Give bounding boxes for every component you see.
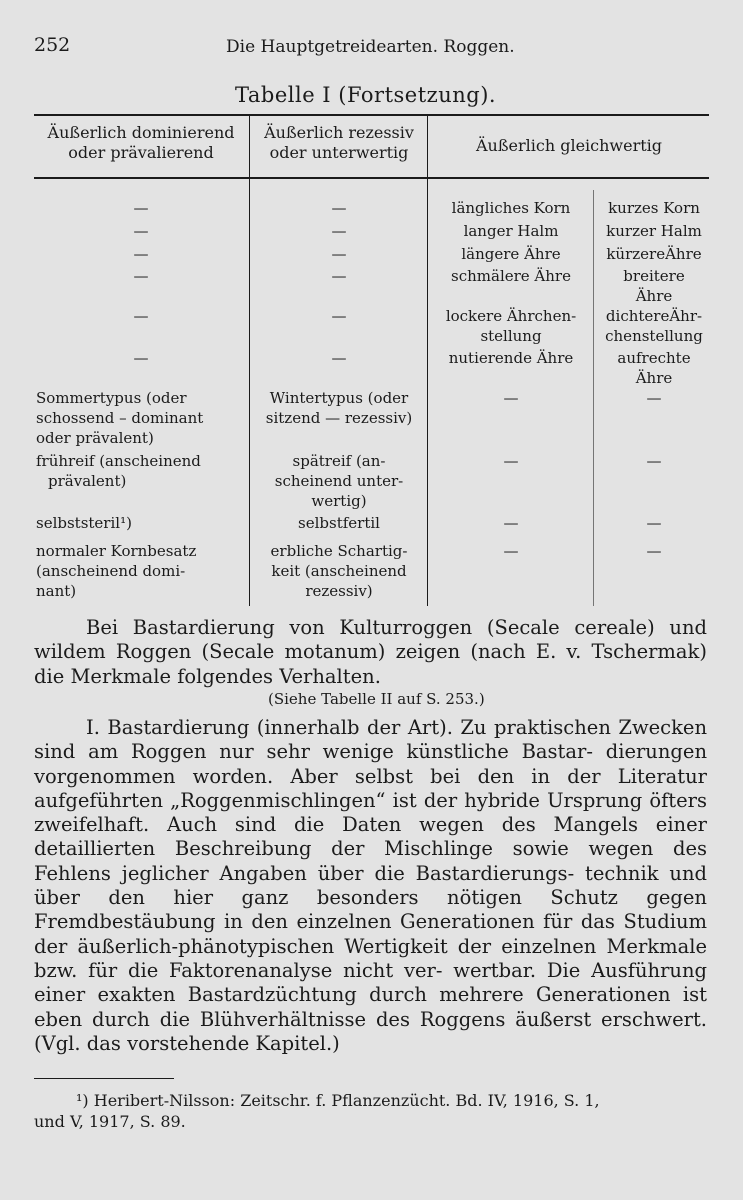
table-cell-r8-c3: — (503, 452, 519, 470)
table-cell-r6-c2: — (331, 349, 347, 367)
table-cell-r9-c3: — (503, 514, 519, 532)
table-top-rule (34, 114, 709, 116)
table-cell-r6-c1: — (133, 349, 149, 367)
table-cell-r1-c1: — (133, 199, 149, 217)
table-cell-r9-c2: selbstfertil (298, 514, 380, 532)
table-cell-r10-c4: — (646, 542, 662, 560)
table-cell-r4-c3: schmälere Ähre (451, 267, 571, 285)
table-cell-r6-c4: aufrechte Ähre (617, 349, 691, 387)
table-cell-r2-c2: — (331, 222, 347, 240)
table-header-recessive: Äußerlich rezessiv oder unterwertig (264, 123, 414, 162)
table-cell-r10-c2: erbliche Schartig- keit (anscheinend rezessiv) (270, 542, 408, 600)
table-cell-r3-c2: — (331, 245, 347, 263)
table-header-equivalent: Äußerlich gleichwertig (475, 136, 663, 155)
intro-paragraph: Bei Bastardierung von Kulturroggen (Secale cereale) und wildem Roggen (Secale motanum) zeigen (nach E. v. Tschermak) die Merkmale folgendes Verhalten. (34, 616, 707, 688)
table-cell-r1-c3: längliches Korn (451, 199, 571, 217)
table-cell-r10-c1: normaler Kornbesatz (anscheinend domi- nant) (36, 542, 197, 600)
table-cell-r5-c4: dichtereÄhr- chenstellung (605, 307, 703, 345)
table-cell-r4-c1: — (133, 267, 149, 285)
table-cell-r4-c2: — (331, 267, 347, 285)
main-paragraph: I. Bastardierung (innerhalb der Art). Zu praktischen Zwecken sind am Roggen nur sehr wenige künstliche Bastar- dierungen vorgenommen worden. Aber selbst bei den in der Literatur aufgeführten „Roggenmischlingen“ ist der hybride Ursprung öfters zweifelhaft. Auch sind die Daten wegen des Mangels einer detaillierten Beschreibung der Mischlinge sowie wegen des Fehlens jeglicher Angaben über die Bastardierungs- technik und über den hier ganz besonders nötigen Schutz gegen Fremdbestäubung in den einzelnen Generationen für das Studium der äußerlich-phänotypischen Wertigkeit der einzelnen Merkmale bzw. für die Faktorenanalyse nicht ver- wertbar. Die Ausführung einer exakten Bastardzüchtung durch mehrere Generationen ist eben durch die Blühverhältnisse des Roggens äußerst erschwert. (Vgl. das vorstehende Kapitel.) (34, 716, 708, 1055)
table-cell-r6-c3: nutierende Ähre (448, 349, 574, 367)
footnote-rule (34, 1078, 174, 1079)
table-header-dominant: Äußerlich dominierend oder prävalierend (47, 123, 235, 162)
table-cell-r8-c4: — (646, 452, 662, 470)
table-cell-r8-c1: frühreif (anscheinend prävalent) (36, 452, 201, 490)
column-divider-1 (249, 116, 250, 606)
table-cell-r8-c2: spätreif (an- scheinend unter- wertig) (274, 452, 404, 510)
running-head: Die Hauptgetreidearten. Roggen. (226, 37, 515, 57)
table-cell-r9-c1: selbststeril¹) (36, 514, 132, 532)
table-cell-r2-c4: kurzer Halm (606, 222, 702, 240)
table-cell-r7-c2: Wintertypus (oder sitzend — rezessiv) (265, 389, 413, 427)
table-cell-r7-c1: Sommertypus (oder schossend – dominant oder prävalent) (36, 389, 204, 447)
table-cell-r9-c4: — (646, 514, 662, 532)
table-cell-r1-c2: — (331, 199, 347, 217)
table-cell-r7-c4: — (646, 389, 662, 407)
table-title: Tabelle I (Fortsetzung). (235, 83, 497, 107)
table-cell-r5-c3: lockere Ährchen- stellung (445, 307, 577, 345)
table-cell-r10-c3: — (503, 542, 519, 560)
table-cell-r2-c3: langer Halm (463, 222, 559, 240)
table-cell-r1-c4: kurzes Korn (608, 199, 700, 217)
table-cell-r3-c1: — (133, 245, 149, 263)
table-cell-r5-c2: — (331, 307, 347, 325)
table-header-rule (34, 177, 709, 179)
table-cell-r4-c4: breitere Ähre (623, 267, 685, 305)
see-table-note: (Siehe Tabelle II auf S. 253.) (268, 690, 485, 708)
table-cell-r5-c1: — (133, 307, 149, 325)
table-cell-r3-c4: kürzereÄhre (606, 245, 702, 263)
page-number: 252 (34, 34, 71, 56)
table-cell-r2-c1: — (133, 222, 149, 240)
table-cell-r7-c3: — (503, 389, 519, 407)
footnote: ¹) Heribert-Nilsson: Zeitschr. f. Pflanzenzücht. Bd. IV, 1916, S. 1, und V, 1917, S. 89. (34, 1091, 600, 1131)
column-divider-3 (593, 190, 594, 606)
column-divider-2 (427, 116, 428, 606)
table-cell-r3-c3: längere Ähre (461, 245, 561, 263)
